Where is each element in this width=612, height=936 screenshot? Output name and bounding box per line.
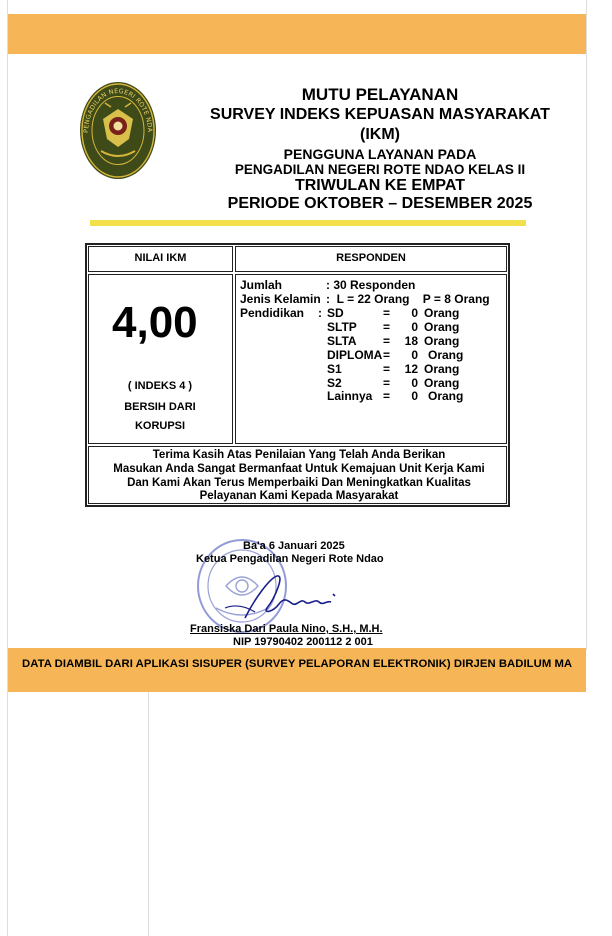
edu-unit: Orang bbox=[424, 334, 460, 348]
responden-header-cell: RESPONDEN bbox=[235, 246, 507, 272]
top-orange-band bbox=[8, 14, 586, 54]
edu-count: 0 bbox=[411, 389, 418, 403]
pendidikan-colon: : bbox=[318, 306, 322, 320]
edu-unit: Orang bbox=[424, 320, 460, 334]
edu-level: SD bbox=[327, 306, 344, 320]
edu-eq: = bbox=[383, 334, 391, 348]
edu-eq: = bbox=[383, 389, 391, 403]
edu-level: DIPLOMA bbox=[327, 348, 383, 362]
edu-unit: Orang bbox=[428, 348, 464, 362]
subtitle-pengguna: PENGGUNA LAYANAN PADA bbox=[283, 146, 477, 162]
title-survey: SURVEY INDEKS KEPUASAN MASYARAKAT bbox=[210, 106, 550, 123]
edu-unit: Orang bbox=[424, 376, 460, 390]
bottom-orange-band bbox=[8, 648, 586, 692]
place-date: Ba'a 6 Januari 2025 bbox=[243, 540, 345, 552]
edu-unit: Orang bbox=[424, 306, 460, 320]
edu-eq: = bbox=[383, 376, 391, 390]
subtitle-court: PENGADILAN NEGERI ROTE NDAO KELAS II bbox=[234, 162, 526, 177]
ikm-score: 4,00 bbox=[112, 298, 198, 347]
page-fold-line bbox=[148, 692, 149, 936]
title-mutu-pelayanan: MUTU PELAYANAN bbox=[301, 85, 459, 104]
edu-eq: = bbox=[383, 362, 391, 376]
jumlah-value: : 30 Responden bbox=[326, 278, 416, 292]
page-left-margin-line bbox=[7, 0, 8, 936]
edu-eq: = bbox=[383, 320, 391, 334]
message-line: Masukan Anda Sangat Bermanfaat Untuk Kemajuan Unit Kerja Kami bbox=[113, 462, 485, 475]
svg-text:PENGADILAN NEGERI ROTE NDAO: PENGADILAN NEGERI ROTE NDA bbox=[82, 87, 154, 134]
court-logo bbox=[79, 81, 157, 180]
edu-level: SLTA bbox=[327, 334, 357, 348]
thank-you-message bbox=[88, 449, 510, 504]
message-line: Dan Kami Akan Terus Memperbaiki Dan Meningkatkan Kualitas bbox=[127, 476, 471, 489]
edu-count: 0 bbox=[411, 376, 418, 390]
edu-eq: = bbox=[383, 306, 391, 320]
signer-nip: NIP 19790402 200112 2 001 bbox=[233, 636, 373, 648]
title-triwulan: TRIWULAN KE EMPAT bbox=[294, 177, 466, 194]
message-line: Pelayanan Kami Kepada Masyarakat bbox=[199, 490, 399, 503]
jumlah-label: Jumlah bbox=[240, 278, 283, 292]
edu-count: 0 bbox=[411, 320, 418, 334]
status-line-1: BERSIH DARI bbox=[124, 401, 196, 413]
ikm-header-cell: NILAI IKM bbox=[88, 246, 233, 272]
signer-name: Fransiska Dari Paula Nino, S.H., M.H. bbox=[190, 623, 383, 635]
title-ikm: (IKM) bbox=[360, 126, 400, 143]
signer-position: Ketua Pengadilan Negeri Rote Ndao bbox=[196, 553, 384, 565]
gender-label: Jenis Kelamin bbox=[240, 292, 321, 306]
index-label: ( INDEKS 4 ) bbox=[127, 380, 193, 392]
gender-value: : L = 22 Orang P = 8 Orang bbox=[326, 292, 490, 306]
edu-count: 0 bbox=[411, 306, 418, 320]
edu-eq: = bbox=[383, 348, 391, 362]
pendidikan-label: Pendidikan bbox=[240, 306, 305, 320]
edu-count: 18 bbox=[404, 334, 418, 348]
edu-level: Lainnya bbox=[327, 389, 373, 403]
data-source-note: DATA DIAMBIL DARI APLIKASI SISUPER (SURVEY PELAPORAN ELEKTRONIK) DIRJEN BADILUM MA bbox=[22, 658, 573, 670]
yellow-divider bbox=[90, 220, 526, 226]
handwritten-signature bbox=[215, 568, 355, 628]
edu-count: 0 bbox=[411, 348, 418, 362]
edu-level: S2 bbox=[327, 376, 342, 390]
message-line: Terima Kasih Atas Penilaian Yang Telah Anda Berikan bbox=[152, 449, 446, 461]
edu-unit: Orang bbox=[428, 389, 464, 403]
status-line-2: KORUPSI bbox=[134, 420, 186, 432]
title-periode: PERIODE OKTOBER – DESEMBER 2025 bbox=[227, 195, 533, 212]
edu-level: S1 bbox=[327, 362, 342, 376]
edu-unit: Orang bbox=[424, 362, 460, 376]
edu-level: SLTP bbox=[327, 320, 357, 334]
edu-count: 12 bbox=[404, 362, 418, 376]
